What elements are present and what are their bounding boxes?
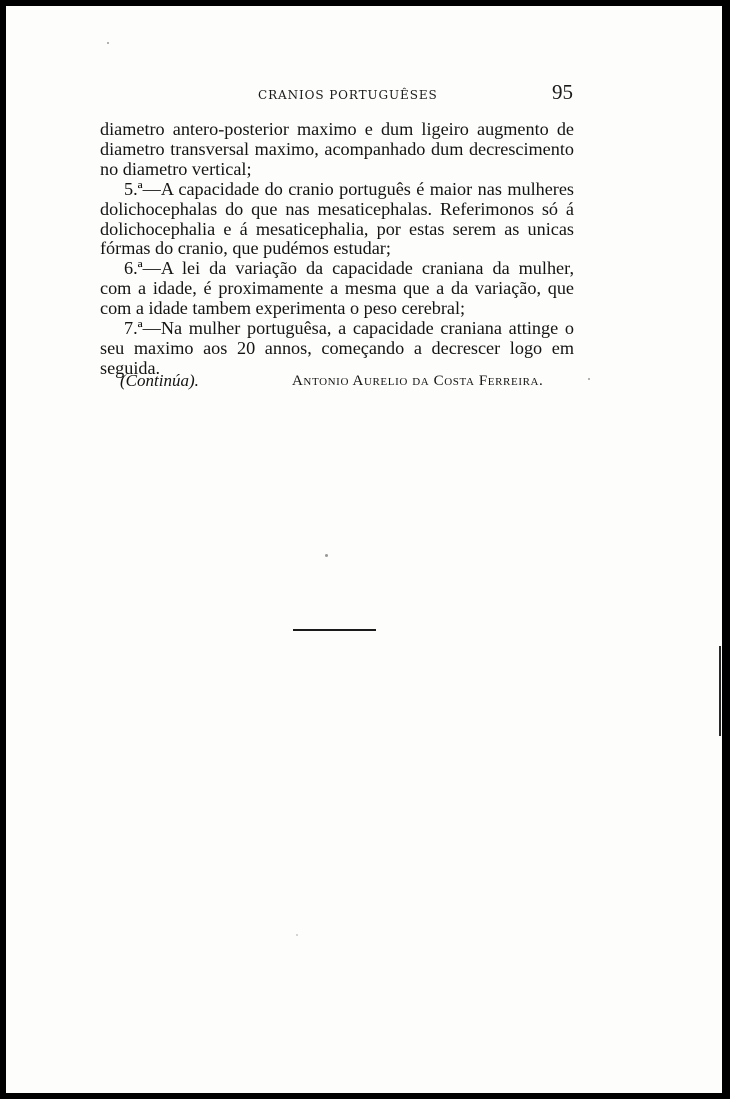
author-signature: Antonio Aurelio da Costa Ferreira. — [292, 373, 544, 389]
paragraph-continuation: diametro antero-posterior maximo e dum ligeiro augmento de diametro transversal maximo, acompanhado dum decrescimento no diametro vertical; — [100, 119, 574, 179]
paper-speck — [588, 378, 590, 380]
continua-note: (Continúa). — [120, 371, 199, 390]
running-title: CRANIOS PORTUGUÊSES — [258, 88, 438, 102]
document-page — [6, 6, 722, 1093]
signature-line — [120, 371, 570, 393]
paragraph-conclusion-7: 7.ª—Na mulher portuguêsa, a capacidade craniana attinge o seu maximo aos 20 annos, começando a decrescer logo em seguida. — [100, 318, 574, 378]
page-number: 95 — [552, 80, 573, 104]
paragraph-conclusion-6: 6.ª—A lei da variação da capacidade craniana da mulher, com a idade, é proximamente a mesma que a da variação, que com a idade tambem experimenta o peso cerebral; — [100, 258, 574, 319]
scan-edge-mark — [719, 646, 721, 736]
page-header — [6, 80, 722, 104]
paper-speck — [325, 554, 328, 557]
paragraph-conclusion-5: 5.ª—A capacidade do cranio português é maior nas mulheres dolichocephalas do que nas mesaticephalas. Referimonos só á dolichocephalia e á mesaticephalia, por estas serem as unicas fórmas do cranio, que pudémos estudar; — [100, 178, 574, 259]
section-rule — [293, 629, 376, 631]
paper-speck — [296, 934, 298, 936]
paper-speck — [107, 42, 109, 44]
body-text — [100, 120, 574, 379]
